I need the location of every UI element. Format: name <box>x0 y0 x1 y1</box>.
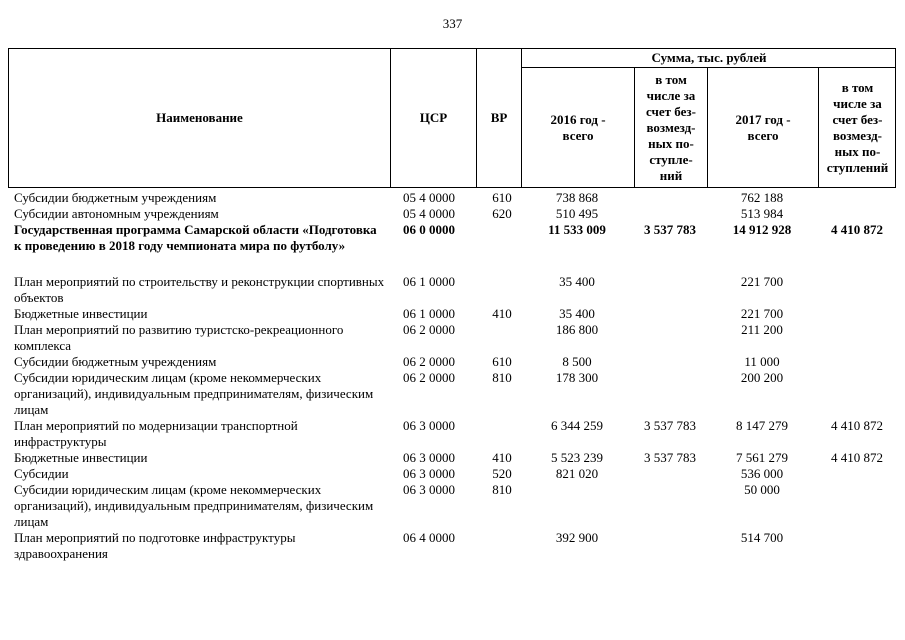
cell-vr: 810 <box>492 482 512 497</box>
table-row <box>0 370 905 418</box>
table-row <box>0 222 905 274</box>
cell-s17: 200 200 <box>740 370 784 385</box>
cell-name: Бюджетные инвестиции <box>14 306 148 321</box>
cell-name: Субсидии автономным учреждениям <box>14 206 219 221</box>
cell-name: План мероприятий по модернизации транспортной инфраструктуры <box>14 418 298 449</box>
cell-vr: 610 <box>492 354 512 369</box>
table-row <box>0 274 905 306</box>
cell-s16: 392 900 <box>555 530 599 545</box>
col-2016-total-header: 2016 год - всего <box>550 111 606 143</box>
cell-s17: 8 147 279 <box>736 418 788 433</box>
cell-s17: 513 984 <box>740 206 784 221</box>
cell-name: Государственная программа Самарской области «Подготовка к проведению в 2018 году чемпионата мира по футболу» <box>14 222 377 253</box>
cell-s16: 5 523 239 <box>551 450 603 465</box>
cell-name: План мероприятий по строительству и реконструкции спортивных объектов <box>14 274 385 305</box>
cell-b17: 4 410 872 <box>831 418 883 433</box>
cell-name: Субсидии юридическим лицам (кроме некоммерческих организаций), индивидуальным предпринимателям, физическим лицам <box>14 482 374 529</box>
cell-csr: 06 3 0000 <box>403 466 455 481</box>
table-row <box>0 418 905 450</box>
cell-vr: 520 <box>492 466 512 481</box>
cell-name: План мероприятий по развитию туристско-рекреационного комплекса <box>14 322 344 353</box>
table-row <box>0 482 905 530</box>
cell-csr: 05 4 0000 <box>403 190 455 205</box>
cell-s17: 211 200 <box>741 322 783 337</box>
cell-csr: 06 1 0000 <box>403 306 455 321</box>
cell-name: Субсидии <box>14 466 69 481</box>
cell-csr: 06 3 0000 <box>403 482 455 497</box>
cell-b17: 4 410 872 <box>831 222 883 237</box>
table-row <box>0 354 905 370</box>
cell-s17: 11 000 <box>744 354 780 369</box>
col-sum-header: Сумма, тыс. рублей <box>651 50 767 65</box>
table-row <box>0 206 905 222</box>
cell-name: Субсидии юридическим лицам (кроме некоммерческих организаций), индивидуальным предпринимателям, физическим лицам <box>14 370 374 417</box>
page-number: 337 <box>442 16 463 31</box>
table-body <box>0 190 905 562</box>
cell-b16: 3 537 783 <box>644 450 696 465</box>
cell-csr: 06 3 0000 <box>403 418 455 433</box>
table-row <box>0 530 905 562</box>
cell-name: План мероприятий по подготовке инфраструктуры здравоохранения <box>14 530 296 561</box>
cell-s17: 7 561 279 <box>736 450 788 465</box>
cell-csr: 06 2 0000 <box>403 322 455 337</box>
cell-s16: 8 500 <box>562 354 592 369</box>
cell-vr: 620 <box>492 206 512 221</box>
col-2017-grants-header: в том числе за счет без- возмезд- ных по- ступлений <box>826 79 889 175</box>
cell-name: Субсидии бюджетным учреждениям <box>14 190 217 205</box>
col-name-header: Наименование <box>156 110 243 125</box>
col-vr-header: ВР <box>490 110 508 125</box>
cell-csr: 06 2 0000 <box>403 370 455 385</box>
col-csr-header: ЦСР <box>419 110 448 125</box>
cell-csr: 06 2 0000 <box>403 354 455 369</box>
cell-s16: 6 344 259 <box>551 418 603 433</box>
table-row <box>0 466 905 482</box>
cell-s16: 186 800 <box>555 322 599 337</box>
table-header <box>8 48 896 188</box>
table-row <box>0 306 905 322</box>
cell-csr: 06 1 0000 <box>403 274 455 289</box>
cell-b17: 4 410 872 <box>831 450 883 465</box>
cell-csr: 05 4 0000 <box>403 206 455 221</box>
cell-s16: 35 400 <box>559 306 595 321</box>
cell-vr: 410 <box>492 450 512 465</box>
cell-s17: 50 000 <box>744 482 780 497</box>
table-row <box>0 322 905 354</box>
cell-csr: 06 0 0000 <box>403 222 455 237</box>
cell-name: Бюджетные инвестиции <box>14 450 148 465</box>
cell-csr: 06 4 0000 <box>403 530 455 545</box>
cell-name: Субсидии бюджетным учреждениям <box>14 354 217 369</box>
cell-b16: 3 537 783 <box>644 418 696 433</box>
cell-s16: 35 400 <box>559 274 595 289</box>
table-row <box>0 190 905 206</box>
cell-s17: 536 000 <box>740 466 784 481</box>
cell-s16: 510 495 <box>555 206 599 221</box>
cell-s16: 738 868 <box>555 190 599 205</box>
cell-s17: 221 700 <box>740 274 784 289</box>
cell-s17: 514 700 <box>740 530 784 545</box>
table-row <box>0 450 905 466</box>
cell-s16: 11 533 009 <box>548 222 606 237</box>
cell-b16: 3 537 783 <box>644 222 696 237</box>
cell-s17: 14 912 928 <box>732 222 792 237</box>
cell-vr: 610 <box>492 190 512 205</box>
col-2016-grants-header: в том числе за счет без- возмезд- ных по- ступле- ний <box>646 71 696 183</box>
col-2017-total-header: 2017 год - всего <box>735 111 791 143</box>
cell-s17: 762 188 <box>740 190 784 205</box>
cell-s17: 221 700 <box>740 306 784 321</box>
cell-csr: 06 3 0000 <box>403 450 455 465</box>
cell-s16: 821 020 <box>555 466 599 481</box>
cell-s16: 178 300 <box>555 370 599 385</box>
cell-vr: 410 <box>492 306 512 321</box>
cell-vr: 810 <box>492 370 512 385</box>
